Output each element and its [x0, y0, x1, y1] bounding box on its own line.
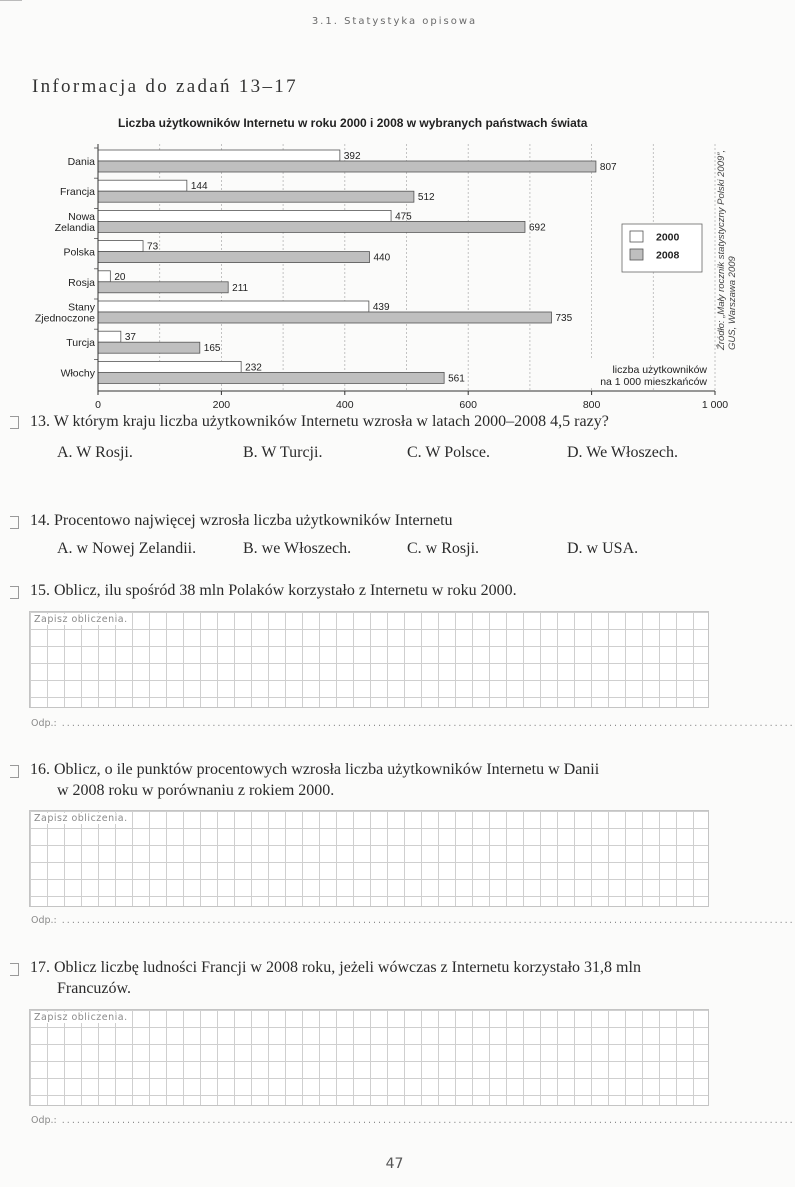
bar-2008: [98, 191, 414, 202]
bar-2000: [98, 210, 391, 221]
q16-text-line2: w 2008 roku w porównaniu z rokiem 2000.: [57, 782, 335, 799]
q16-checkbox[interactable]: [10, 765, 19, 778]
q15-work-label: Zapisz obliczenia.: [31, 614, 131, 625]
data-label: 735: [555, 313, 573, 324]
x-tick-label: 0: [95, 399, 101, 411]
q16-text: 16. Oblicz, o ile punktów procentowych wzrosła liczba użytkowników Internetu w Danii: [30, 761, 600, 778]
x-tick-label: 600: [459, 399, 477, 411]
legend-label: 2000: [656, 231, 680, 244]
q17-work-grid[interactable]: [29, 1009, 709, 1106]
category-label: Nowa Zelandia: [54, 210, 95, 234]
category-label: Polska: [63, 246, 95, 259]
q17-text-line2: Francuzów.: [57, 980, 132, 997]
q14-checkbox[interactable]: [10, 516, 19, 529]
data-label: 692: [528, 222, 546, 234]
bar-2008: [98, 312, 551, 323]
q14-option-c[interactable]: C. w Rosji.: [407, 540, 480, 557]
q13-text: 13. W którym kraju liczba użytkowników Internetu wzrosła w latach 2000–2008 4,5 razy?: [30, 413, 609, 430]
source-note: [708, 145, 744, 355]
bar-2000: [98, 271, 110, 282]
data-label: 475: [395, 211, 412, 223]
q15-work-grid[interactable]: [29, 611, 709, 708]
category-label: Włochy: [60, 367, 95, 380]
q13-option-c[interactable]: C. W Polsce.: [407, 444, 490, 461]
q14-text: 14. Procentowo najwięcej wzrosła liczba użytkowników Internetu: [30, 512, 453, 529]
q17-text: 17. Oblicz liczbę ludności Francji w 2008 roku, jeżeli wówczas z Internetu korzystało 31,8 mln: [30, 959, 641, 976]
data-label: 211: [232, 282, 249, 294]
category-label: Dania: [67, 156, 95, 168]
legend-swatch: [630, 249, 643, 260]
q14-option-d[interactable]: D. w USA.: [567, 540, 639, 557]
x-tick-label: 400: [336, 399, 354, 411]
q17-answer-label: Odp.:: [31, 1115, 57, 1126]
q15-checkbox[interactable]: [10, 586, 19, 599]
q15-text: 15. Oblicz, ilu spośród 38 mln Polaków korzystało z Internetu w roku 2000.: [30, 582, 517, 599]
legend-label: 2008: [656, 249, 680, 262]
data-label: 144: [190, 181, 208, 193]
bar-2000: [98, 241, 143, 252]
q16-answer-label: Odp.:: [31, 915, 57, 926]
q13-checkbox[interactable]: [10, 416, 19, 429]
legend-swatch: [630, 231, 643, 242]
q13-option-b[interactable]: B. W Turcji.: [243, 444, 323, 461]
source-text: Źródło: „Mały rocznik statystyczny Polski 2009”, GUS, Warszawa 2009: [716, 149, 738, 350]
data-label: 37: [124, 332, 136, 344]
category-label: Stany Zjednoczone: [34, 301, 95, 325]
bar-2008: [98, 221, 525, 232]
data-label: 512: [417, 192, 435, 204]
x-tick-label: 200: [212, 399, 231, 411]
q16-answer-line[interactable]: Odp.: ..................................................................................................................................................: [31, 915, 795, 926]
bar-2000: [98, 361, 241, 372]
data-label: 561: [448, 373, 465, 385]
q13-option-d[interactable]: D. We Włoszech.: [567, 444, 678, 461]
data-label: 165: [203, 343, 221, 355]
bar-2000: [98, 180, 187, 191]
running-head: 3.1. Statystyka opisowa: [311, 16, 478, 27]
data-label: 73: [147, 241, 159, 253]
page-number: 47: [385, 1156, 404, 1172]
category-label: Rosja: [68, 276, 95, 289]
info-title: Informacja do zadań 13–17: [32, 76, 298, 97]
bar-2000: [98, 331, 121, 342]
q14-option-a[interactable]: A. w Nowej Zelandii.: [57, 540, 197, 557]
category-label: Francja: [59, 186, 95, 199]
bar-2008: [98, 252, 369, 263]
chart-title: Liczba użytkowników Internetu w roku 2000 i 2008 w wybranych państwach świata: [118, 116, 588, 130]
x-tick-label: 800: [582, 399, 601, 411]
q17-answer-line[interactable]: Odp.: ..................................................................................................................................................: [31, 1115, 795, 1126]
data-label: 392: [343, 151, 361, 162]
q16-work-grid[interactable]: [29, 810, 709, 907]
bar-2008: [98, 282, 228, 293]
q16-work-label: Zapisz obliczenia.: [31, 813, 131, 824]
data-label: 440: [373, 252, 391, 264]
q15-answer-line[interactable]: Odp.: ..................................................................................................................................................: [31, 718, 795, 729]
data-label: 807: [599, 162, 617, 173]
bar-chart: [0, 136, 789, 411]
q17-work-label: Zapisz obliczenia.: [31, 1012, 131, 1023]
q15-answer-label: Odp.:: [31, 718, 57, 729]
data-label: 439: [372, 302, 390, 313]
bar-2000: [98, 301, 369, 312]
bar-2008: [98, 342, 200, 353]
bar-2008: [98, 372, 444, 383]
bar-2000: [98, 150, 340, 161]
x-tick-label: 1 000: [701, 399, 729, 411]
category-label: Turcja: [66, 337, 95, 350]
q17-checkbox[interactable]: [10, 963, 19, 976]
data-label: 232: [245, 362, 262, 374]
q13-option-a[interactable]: A. W Rosji.: [57, 444, 133, 461]
bar-2008: [98, 161, 596, 172]
data-label: 20: [114, 271, 126, 283]
q14-option-b[interactable]: B. we Włoszech.: [243, 540, 352, 557]
top-rule: [0, 0, 22, 1]
x-axis-label: liczba użytkowników na 1 000 mieszkańców: [600, 364, 707, 388]
